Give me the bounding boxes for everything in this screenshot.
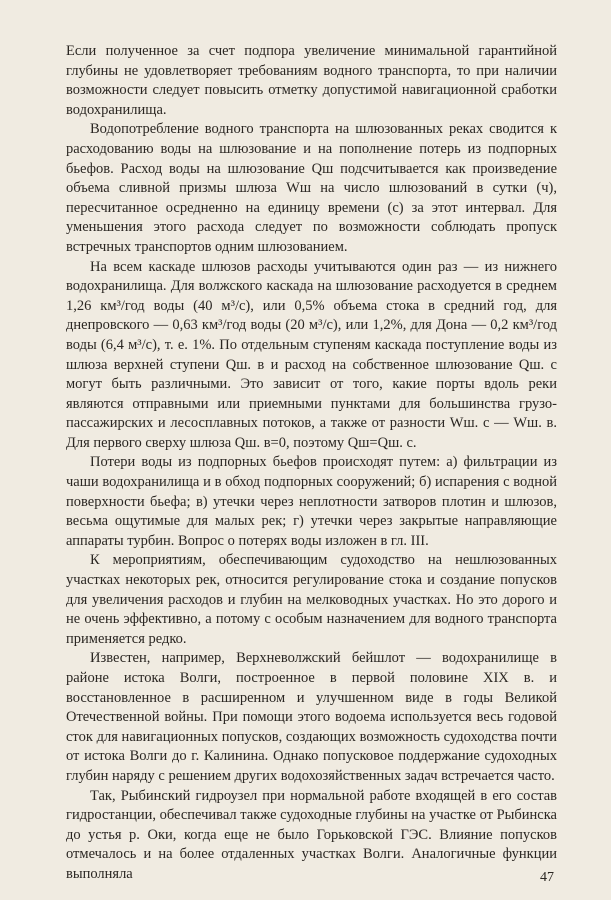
paragraph-4: Потери воды из подпорных бьефов происходят путем: а) фильтрации из чаши водохранилища и в обход подпорных сооружений; б) испарения с водной поверхности бьефа; в) утечки через неплотности затворов плотин и шлюзов, весьма ощутимые для малых рек; г) утечки через закрытые направляющие аппараты турбин. Вопрос о потерях воды изложен в гл. III. [66,454,557,549]
paragraph-5: К мероприятиям, обеспечивающим судоходство на нешлюзованных участках некоторых рек, относится регулирование стока и создание попусков для увеличения расходов и глубин на мелководных участках. Но это дорого и не очень эффективно, а потому с особым назначением для водного транспорта применяется редко. [66,552,557,647]
paragraph-6: Известен, например, Верхневолжский бейшлот — водохранилище в районе истока Волги, построенное в первой половине XIX в. и восстановленное в расширенном и улучшенном виде в годы Великой Отечественной войны. При помощи этого водоема используется весь годовой сток для навигационных попусков, создающих возможность судоходства почти от истока Волги до г. Калинина. Однако попусковое поддержание судоходных глубин наряду с решением других водохозяйственных задач встречается часто. [66,650,557,784]
paragraph-1: Если полученное за счет подпора увеличение минимальной гарантийной глубины не удовлетворяет требованиям водного транспорта, то при наличии возможности следует повысить отметку допустимой навигационной сработки водохранилища. [66,43,557,118]
body-text [66,42,557,885]
page-number: 47 [540,870,554,885]
paragraph-3: На всем каскаде шлюзов расходы учитываются один раз — из нижнего водохранилища. Для волжского каскада на шлюзование расходуется в среднем 1,26 км³/год воды (40 м³/с), или 0,5% объема стока в средний год, для днепровского — 0,63 км³/год воды (20 м³/с), или 1,2%, для Дона — 0,2 км³/год воды (6,4 м³/с), т. е. 1%. По отдельным ступеням каскада поступление воды из шлюза верхней ступени Qш. в и расход на собственное шлюзование Qш. с могут быть различными. Это зависит от того, какие порты вдоль реки являются отправными или приемными пунктами для большинства грузо-пассажирских и лесосплавных потоков, а также от разности Wш. с — Wш. в. Для первого сверху шлюза Qш. в=0, поэтому Qш=Qш. с. [66,258,557,451]
paragraph-2: Водопотребление водного транспорта на шлюзованных реках сводится к расходованию воды на шлюзование и на пополнение потерь из подпорных бьефов. Расход воды на шлюзование Qш подсчитывается как произведение объема сливной призмы шлюза Wш на число шлюзований в сутки (ч), пересчитанное осредненно на единицу времени (с) за этот интервал. Для уменьшения этого расхода следует по возможности соблюдать пропуск встречных транспортов одним шлюзованием. [66,121,557,255]
paragraph-7: Так, Рыбинский гидроузел при нормальной работе входящей в его состав гидростанции, обеспечивал также судоходные глубины на участке от Рыбинска до устья р. Оки, когда еще не было Горьковской ГЭС. Влияние попусков отмечалось и на более отдаленных участках Волги. Аналогичные функции выполняла [66,787,557,882]
